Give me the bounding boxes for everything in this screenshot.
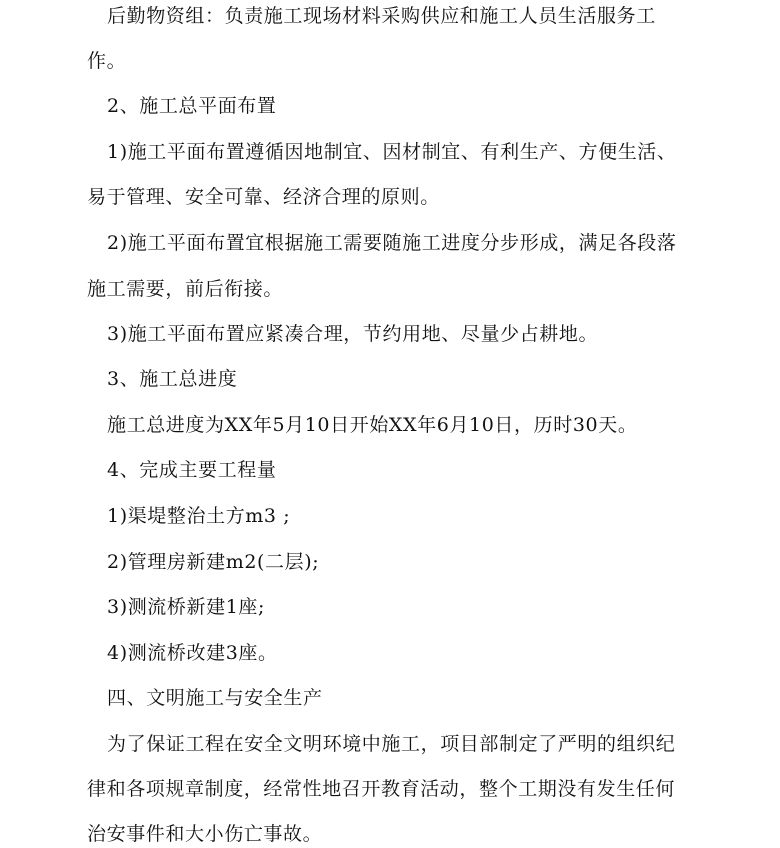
paragraph-layout-2-line-2: 施工需要，前后衔接。 [87,278,284,300]
list-item-quantity-2: 2)管理房新建m2(二层); [107,551,320,573]
paragraph-safety-line-3: 治安事件和大小伤亡事故。 [87,823,323,845]
paragraph-safety-line-2: 律和各项规章制度，经常性地召开教育活动，整个工期没有发生任何 [87,778,676,800]
paragraph-layout-1-line-1: 1)施工平面布置遵循因地制宜、因材制宜、有利生产、方便生活、 [107,141,677,163]
list-item-quantity-4: 4)测流桥改建3座。 [107,642,278,664]
heading-quantities: 4、完成主要工程量 [107,459,277,481]
paragraph-safety-line-1: 为了保证工程在安全文明环境中施工，项目部制定了严明的组织纪 [107,733,676,755]
heading-site-layout: 2、施工总平面布置 [107,95,277,117]
paragraph-layout-1-line-2: 易于管理、安全可靠、经济合理的原则。 [87,186,440,208]
list-item-quantity-3: 3)测流桥新建1座; [107,596,265,618]
paragraph-logistics-line-1: 后勤物资组：负责施工现场材料采购供应和施工人员生活服务工 [107,5,656,27]
list-item-quantity-1: 1)渠堤整治土方m3 ; [107,505,291,527]
paragraph-layout-3: 3)施工平面布置应紧凑合理，节约用地、尽量少占耕地。 [107,323,599,345]
paragraph-schedule: 施工总进度为XX年5月10日开始XX年6月10日，历时30天。 [107,414,638,436]
paragraph-layout-2-line-1: 2)施工平面布置宜根据施工需要随施工进度分步形成，满足各段落 [107,232,677,254]
heading-civilized-safety: 四、文明施工与安全生产 [107,687,323,709]
heading-schedule: 3、施工总进度 [107,368,238,390]
paragraph-logistics-line-2: 作。 [87,50,127,72]
